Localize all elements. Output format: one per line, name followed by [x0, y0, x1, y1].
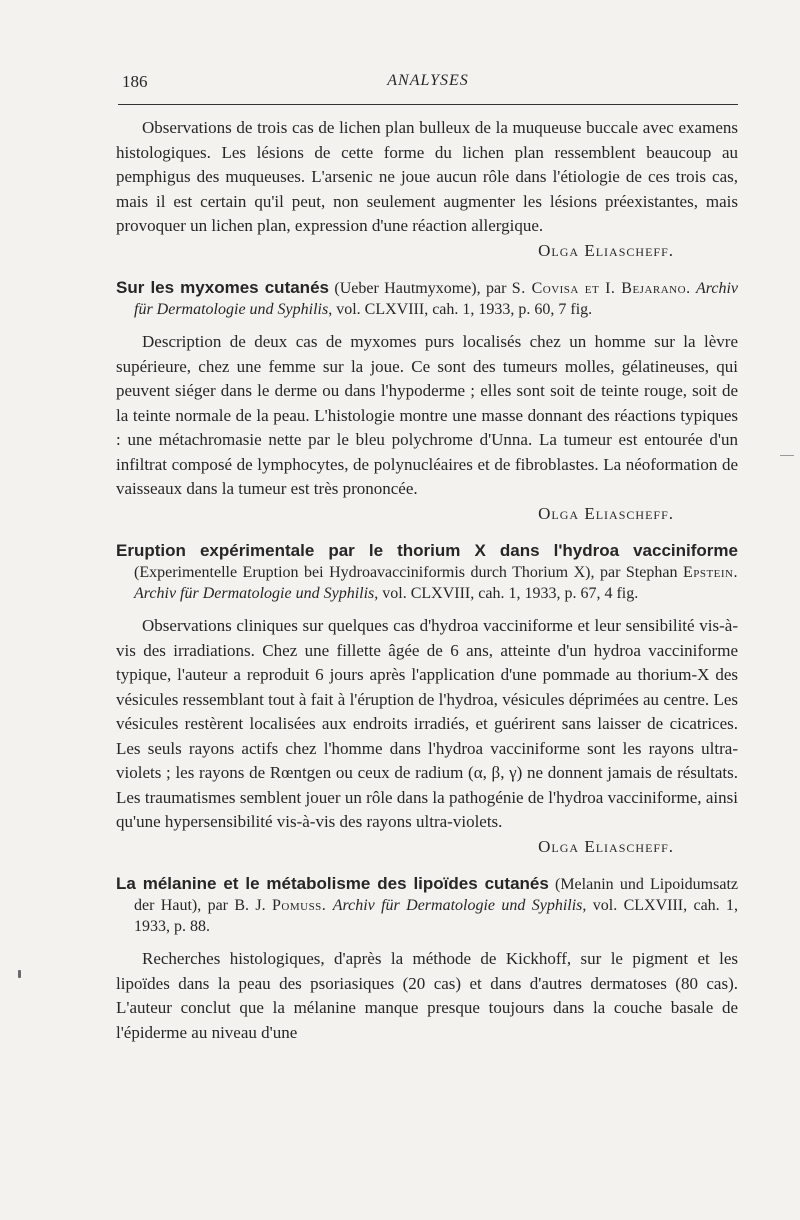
review-signature-line — [116, 239, 738, 264]
journal-name: Archiv für Dermatologie und Syphilis — [134, 280, 739, 318]
page-content — [116, 116, 738, 1045]
review-entry-lichen — [116, 116, 738, 263]
page-number: 186 — [122, 72, 148, 91]
review-title: La mélanine et le métabolisme des lipoïdes cutanés — [116, 874, 549, 893]
margin-ink-mark — [18, 970, 21, 978]
review-authors: Pomuss. — [272, 897, 327, 914]
review-authors: S. Covisa et I. Bejarano. — [511, 280, 691, 297]
review-reference: (Melanin und Lipoidumsatz der Haut), par B. J. — [134, 876, 738, 914]
review-citation: , vol. CLXVIII, cah. 1, 1933, p. 67, 4 fig. — [374, 585, 639, 602]
review-reference: (Ueber Hautmyxome), par — [328, 280, 512, 297]
page-header — [118, 66, 738, 92]
journal-name: Archiv für Dermatologie und Syphilis — [332, 897, 583, 914]
review-title: Eruption expérimentale par le thorium X dans l'hydroa vacciniforme — [116, 541, 738, 560]
review-entry-myxomes — [116, 277, 738, 526]
review-heading — [116, 873, 738, 937]
review-title: Sur les myxomes cutanés — [116, 278, 329, 297]
review-body: Observations de trois cas de lichen plan bulleux de la muqueuse buccale avec examens histologiques. Les lésions de cette forme du lichen plan ressemblent beaucoup au pemphigus des muqueuses. L'arsenic ne joue aucun rôle dans l'étiologie de ces trois cas, mais il est certain qu'il peut, non seulement augmenter les lésions préexistantes, mais provoquer un lichen plan, expression d'une réaction allergique. — [116, 118, 738, 235]
review-signature: Olga Eliascheff. — [538, 836, 674, 856]
review-reference: (Experimentelle Eruption bei Hydroavacciniformis durch Thorium X), par Stephan — [134, 564, 683, 581]
review-body: Description de deux cas de myxomes purs localisés chez un homme sur la lèvre supérieure, chez une femme sur la joue. Ce sont des tumeurs molles, gélatineuses, qui peuvent siéger dans le derme ou dans l'hypoderme ; elles sont soit de teinte rouge, soit de la teinte normale de la peau. L'histologie montre une masse donnant des réactions typiques : une métachromasie nette par le bleu polychrome d'Unna. La tumeur est entourée d'un infiltrat composé de lymphocytes, de polynucléaires et de fibroblastes. La néoformation de vaisseaux dans la tumeur est très prononcée. — [116, 332, 738, 498]
review-body: Recherches histologiques, d'après la méthode de Kickhoff, sur le pigment et les lipoïdes dans la peau des psoriasiques (20 cas) et dans d'autres dermatoses (80 cas). L'auteur conclut que la mélanine manque presque toujours dans la couche basale de l'épiderme au niveau d'une — [116, 949, 738, 1042]
review-entry-hydroa — [116, 540, 738, 859]
journal-name: Archiv für Dermatologie und Syphilis — [134, 585, 375, 602]
header-rule — [118, 104, 738, 105]
review-heading — [116, 277, 738, 320]
review-body: Observations cliniques sur quelques cas d'hydroa vacciniforme et leur sensibilité vis-à-vis des irradiations. Chez une fillette âgée de 6 ans, atteinte d'un hydroa vacciniforme typique, l'auteur a reproduit 6 jours après l'application d'une pommade au thorium-X des vésicules ressemblant tout à fait à l'éruption de l'hydroa, vésicules déprimées au centre. Les vésicules restèrent localisées aux endroits irradiés, et guérirent sans laisser de cicatrices. Les seuls rayons actifs chez l'homme dans l'hydroa vacciniforme sont les rayons ultra-violets ; les rayons de Rœntgen ou ceux de radium (α, β, γ) ne donnent jamais de résultats. Les traumatismes semblent jouer un rôle dans la pathogénie de l'hydroa vacciniforme, ainsi qu'une hypersensibilité vis-à-vis des rayons ultra-violets. — [116, 616, 738, 831]
review-signature-line — [116, 502, 738, 527]
review-citation: , vol. CLXVIII, cah. 1, 1933, p. 60, 7 fig. — [328, 301, 593, 318]
review-citation: , vol. CLXVIII, cah. 1, 1933, p. 88. — [134, 897, 739, 935]
running-title: ANALYSES — [387, 72, 469, 89]
margin-pencil-mark — [780, 455, 794, 456]
review-authors: Epstein. — [682, 564, 738, 581]
review-signature-line — [116, 835, 738, 860]
review-signature: Olga Eliascheff. — [538, 503, 674, 523]
review-signature: Olga Eliascheff. — [538, 240, 674, 260]
review-entry-melanine — [116, 873, 738, 1045]
review-heading — [116, 540, 738, 604]
